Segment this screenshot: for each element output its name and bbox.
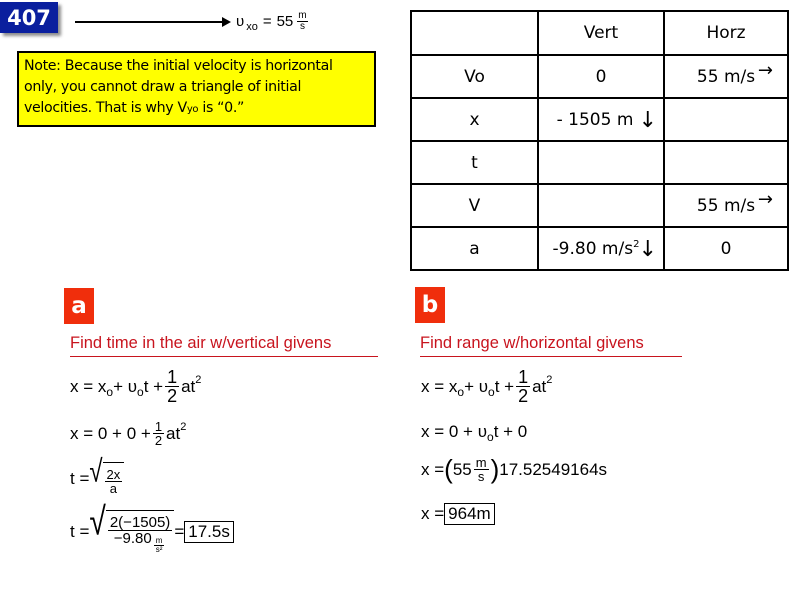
numerator: 1 <box>154 419 163 434</box>
section-a-badge: a <box>64 288 94 324</box>
equals-sign: = <box>262 13 272 30</box>
eq-text: x = x <box>70 376 107 396</box>
section-b-equation-3 <box>421 454 607 485</box>
vert-cell <box>538 98 664 141</box>
note-text-end: is “0.” <box>198 100 244 116</box>
fraction <box>474 456 489 483</box>
eq-text: at <box>532 376 547 396</box>
unit-fraction <box>297 11 307 32</box>
unit-denominator: s <box>477 469 485 484</box>
table-row-x <box>411 98 788 141</box>
eq-text: at <box>181 376 196 396</box>
sqrt-symbol: √ 2(−1505) −9.80 $\frac{m}{\text{s²}}$ <box>89 510 174 554</box>
arrow-right-icon: → <box>757 60 773 81</box>
vert-cell: 0 <box>538 55 664 98</box>
section-b-badge: b <box>415 287 445 323</box>
horz-cell <box>664 184 788 227</box>
slide-number-badge: 407 <box>0 2 58 33</box>
arrow-down-icon: ↓ <box>638 108 657 133</box>
row-label: V <box>411 184 538 227</box>
denominator-value: −9.80 <box>113 530 152 547</box>
fraction <box>153 420 164 447</box>
eq-text: x = x <box>421 376 458 396</box>
denominator: a <box>109 481 118 496</box>
horz-cell <box>664 55 788 98</box>
horz-value: 55 m/s <box>696 66 756 87</box>
subscript: o <box>106 384 114 399</box>
velocity-value: 55 <box>276 13 294 30</box>
section-b-equation-4 <box>421 503 495 525</box>
arrow-right-icon: → <box>757 189 773 210</box>
table-row-v <box>411 184 788 227</box>
vert-value: - 1505 m <box>556 109 634 130</box>
eq-text: t + <box>143 376 164 396</box>
note-box <box>17 51 376 127</box>
note-subscript: yo <box>186 104 199 115</box>
unit-numerator: m <box>155 536 163 545</box>
answer-box: 964m <box>444 503 495 525</box>
upsilon-symbol: υ <box>236 13 245 30</box>
unit-numerator: m <box>298 10 307 21</box>
eq-text: x = <box>421 459 445 479</box>
table-row-a <box>411 227 788 270</box>
vert-cell <box>538 141 664 184</box>
exponent: 2 <box>633 238 640 250</box>
table-row-vo <box>411 55 788 98</box>
table-header-row <box>411 11 788 55</box>
subscript: o <box>488 384 495 399</box>
eq-text: + υ <box>113 376 138 396</box>
row-label: t <box>411 141 538 184</box>
note-text: Note: Because the initial velocity is horizontal only, you cannot draw a triangle of initial velocities. That is why V <box>24 58 333 116</box>
eq-value: 55 <box>452 459 472 479</box>
vert-value: -9.80 m/s <box>552 238 634 259</box>
eq-text: t = <box>70 522 90 541</box>
header-cell-horz: Horz <box>664 11 788 55</box>
velocity-arrow-icon <box>75 21 225 23</box>
row-label: x <box>411 98 538 141</box>
horz-value: 55 m/s <box>696 195 756 216</box>
section-a-title: Find time in the air w/vertical givens <box>70 334 378 357</box>
table-row-t <box>411 141 788 184</box>
section-b-title: Find range w/horizontal givens <box>420 334 682 357</box>
section-a-equation-1 <box>70 368 201 405</box>
subscript: o <box>487 430 494 444</box>
eq-text: x = 0 + υ <box>421 422 487 441</box>
denominator: 2 <box>518 386 529 406</box>
initial-velocity-label <box>236 11 308 32</box>
paren: ) <box>490 454 500 484</box>
unit-numerator: m <box>475 455 487 470</box>
givens-table <box>410 10 789 271</box>
header-cell-blank <box>411 11 538 55</box>
horz-cell <box>664 98 788 141</box>
eq-text: t + <box>494 376 515 396</box>
horz-cell <box>664 141 788 184</box>
eq-text: x = 0 + 0 + <box>70 423 151 443</box>
subscript: o <box>137 384 144 399</box>
subscript-xo: xo <box>246 20 258 33</box>
answer-box: 17.5s <box>184 521 234 543</box>
unit-denominator: s <box>299 21 305 32</box>
unit-denominator: s² <box>155 545 163 554</box>
numerator: 1 <box>167 367 178 387</box>
fraction <box>165 368 179 405</box>
exponent: 2 <box>180 420 187 433</box>
eq-text: t = <box>70 468 90 488</box>
exponent: 2 <box>546 373 553 386</box>
horz-cell: 0 <box>664 227 788 270</box>
denominator <box>114 531 167 554</box>
section-b-equation-2 <box>421 422 527 442</box>
vert-cell <box>538 184 664 227</box>
section-a-equation-4 <box>70 500 234 554</box>
numerator: 1 <box>518 367 529 387</box>
paren: ( <box>444 454 453 484</box>
numerator: 2x <box>106 467 121 482</box>
row-label: a <box>411 227 538 270</box>
denominator: 2 <box>167 386 178 406</box>
eq-text: 17.52549164s <box>499 459 608 479</box>
eq-text: at <box>166 423 181 443</box>
fraction <box>516 368 530 405</box>
section-b-equation-1 <box>421 368 552 405</box>
arrow-down-icon: ↓ <box>638 237 657 262</box>
row-label: Vo <box>411 55 538 98</box>
header-cell-vert: Vert <box>538 11 664 55</box>
section-a-equation-3 <box>70 454 124 496</box>
eq-text: + υ <box>464 376 489 396</box>
vert-cell <box>538 227 664 270</box>
eq-text: = <box>174 522 185 541</box>
section-a-equation-2 <box>70 420 186 447</box>
subscript: o <box>457 384 465 399</box>
fraction <box>108 515 172 554</box>
numerator: 2(−1505) <box>109 514 171 531</box>
eq-text: t + 0 <box>493 422 528 441</box>
fraction <box>105 468 123 495</box>
eq-text: x = <box>421 504 445 523</box>
exponent: 2 <box>195 373 202 386</box>
denominator: 2 <box>154 433 163 448</box>
sqrt-symbol: √ $\frac{2x}{a}$ <box>89 462 124 495</box>
